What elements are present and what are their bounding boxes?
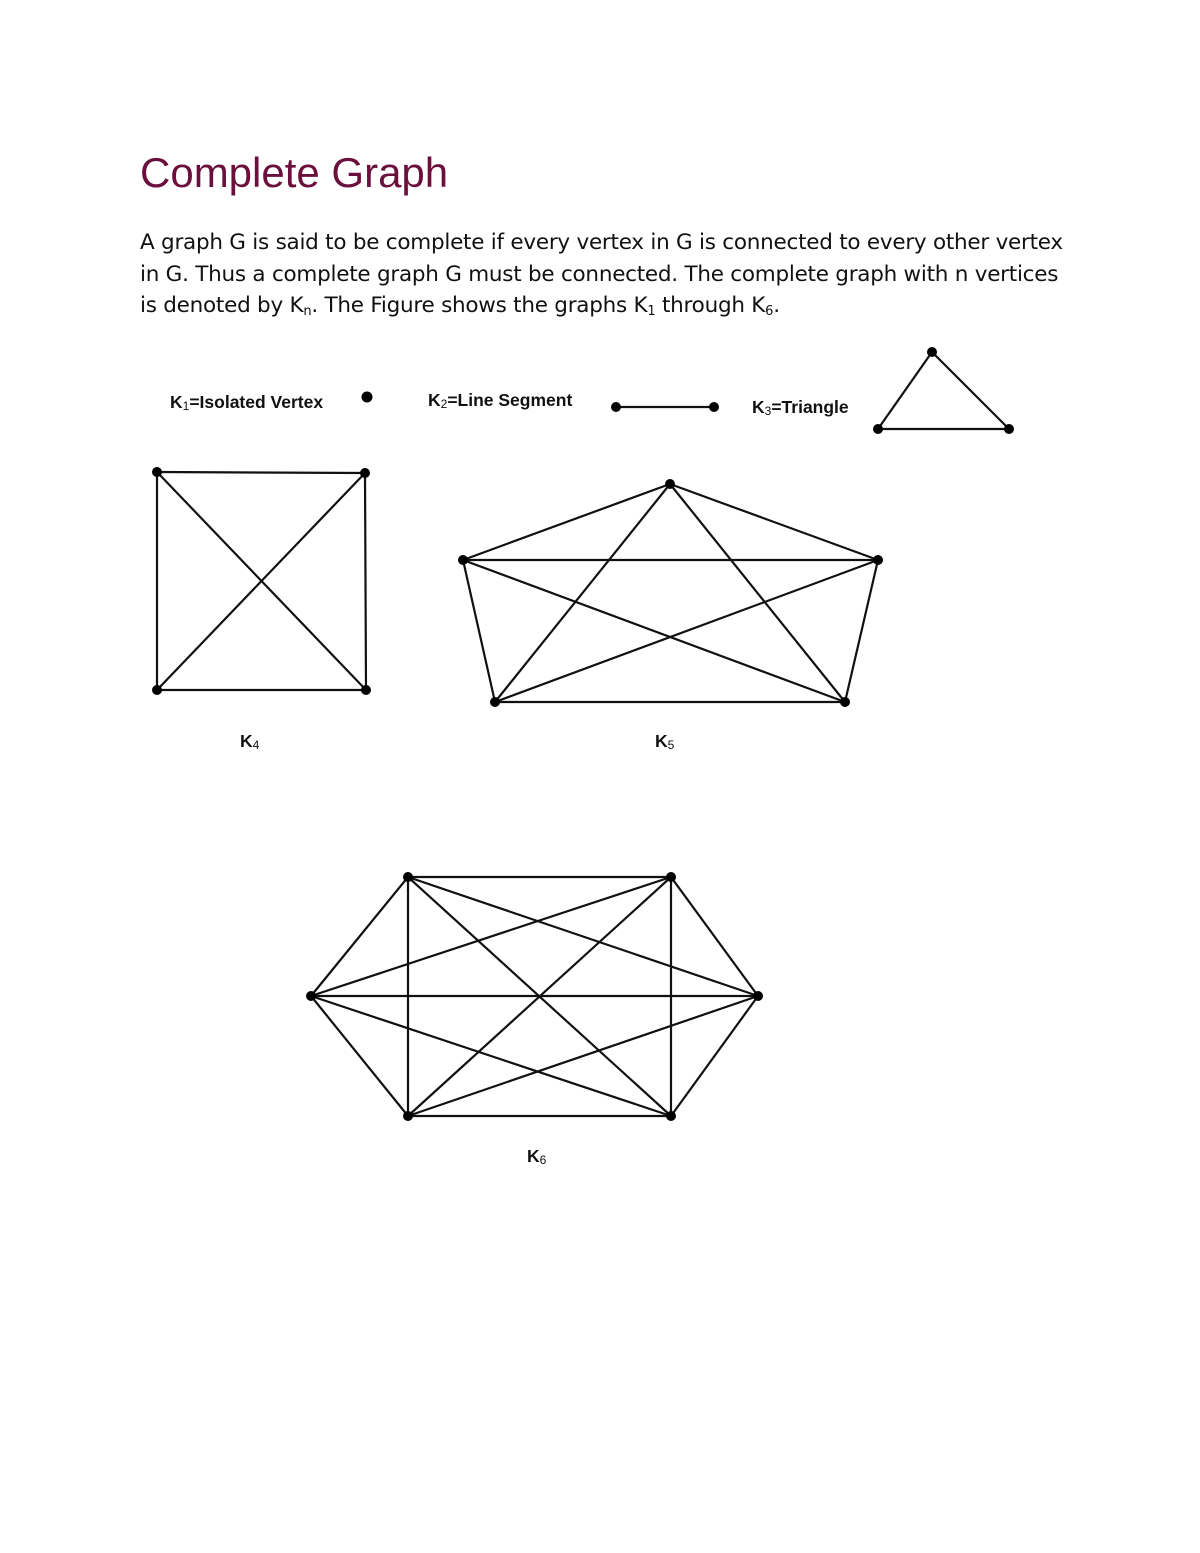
k6-edge <box>408 877 758 996</box>
k6-vertex <box>666 1111 676 1121</box>
k4-edge <box>157 472 365 473</box>
k3-label: K3=Triangle <box>752 397 849 418</box>
k5-vertex <box>490 697 500 707</box>
k6-edge <box>311 877 408 996</box>
k2-graph <box>611 402 719 412</box>
k1-label: K1=Isolated Vertex <box>170 392 324 413</box>
k5-label: K5 <box>655 731 675 752</box>
k6-graph <box>306 872 763 1121</box>
k3-graph <box>873 347 1014 434</box>
k6-edge <box>311 877 671 996</box>
k4-graph <box>152 467 371 695</box>
k5-vertex <box>665 479 675 489</box>
k5-vertex <box>873 555 883 565</box>
k5-edge <box>845 560 878 702</box>
k1-graph <box>362 392 373 403</box>
subscript-1: 1 <box>647 304 656 319</box>
k2-label: K2=Line Segment <box>428 390 573 411</box>
k5-graph <box>458 479 883 707</box>
paragraph-text: . <box>773 293 780 318</box>
k6-edge <box>311 996 408 1116</box>
k3-vertex <box>927 347 937 357</box>
k2-vertex <box>611 402 621 412</box>
k5-vertex <box>840 697 850 707</box>
k5-vertex <box>458 555 468 565</box>
k2-vertex <box>709 402 719 412</box>
k1-vertex <box>362 392 373 403</box>
paragraph-text: is denoted by K <box>140 293 304 318</box>
k4-vertex <box>152 685 162 695</box>
k3-vertex <box>1004 424 1014 434</box>
paragraph-text: . The Figure shows the graphs K <box>311 293 648 318</box>
k3-edge <box>878 352 932 429</box>
k6-vertex <box>753 991 763 1001</box>
paragraph-text: through K <box>655 293 766 318</box>
k5-edge <box>463 560 495 702</box>
k6-label: K6 <box>527 1146 547 1167</box>
k6-edge <box>671 996 758 1116</box>
subscript-n: n <box>303 304 312 319</box>
k4-label: K4 <box>240 731 260 752</box>
page-title: Complete Graph <box>140 149 449 196</box>
paragraph-line-1: A graph G is said to be complete if every vertex in G is connected to every other vertex <box>140 230 1063 255</box>
k4-edge <box>365 473 366 690</box>
k6-vertex <box>306 991 316 1001</box>
k4-vertex <box>152 467 162 477</box>
k6-vertex <box>403 872 413 882</box>
subscript-6: 6 <box>765 304 774 319</box>
k3-vertex <box>873 424 883 434</box>
k6-edge <box>311 996 671 1116</box>
paragraph-line-2: in G. Thus a complete graph G must be connected. The complete graph with n vertices <box>140 261 1059 287</box>
k6-edge <box>408 996 758 1116</box>
k6-edge <box>671 877 758 996</box>
k4-vertex <box>360 468 370 478</box>
k6-vertex <box>666 872 676 882</box>
k3-edge <box>932 352 1009 429</box>
k6-vertex <box>403 1111 413 1121</box>
k4-vertex <box>361 685 371 695</box>
